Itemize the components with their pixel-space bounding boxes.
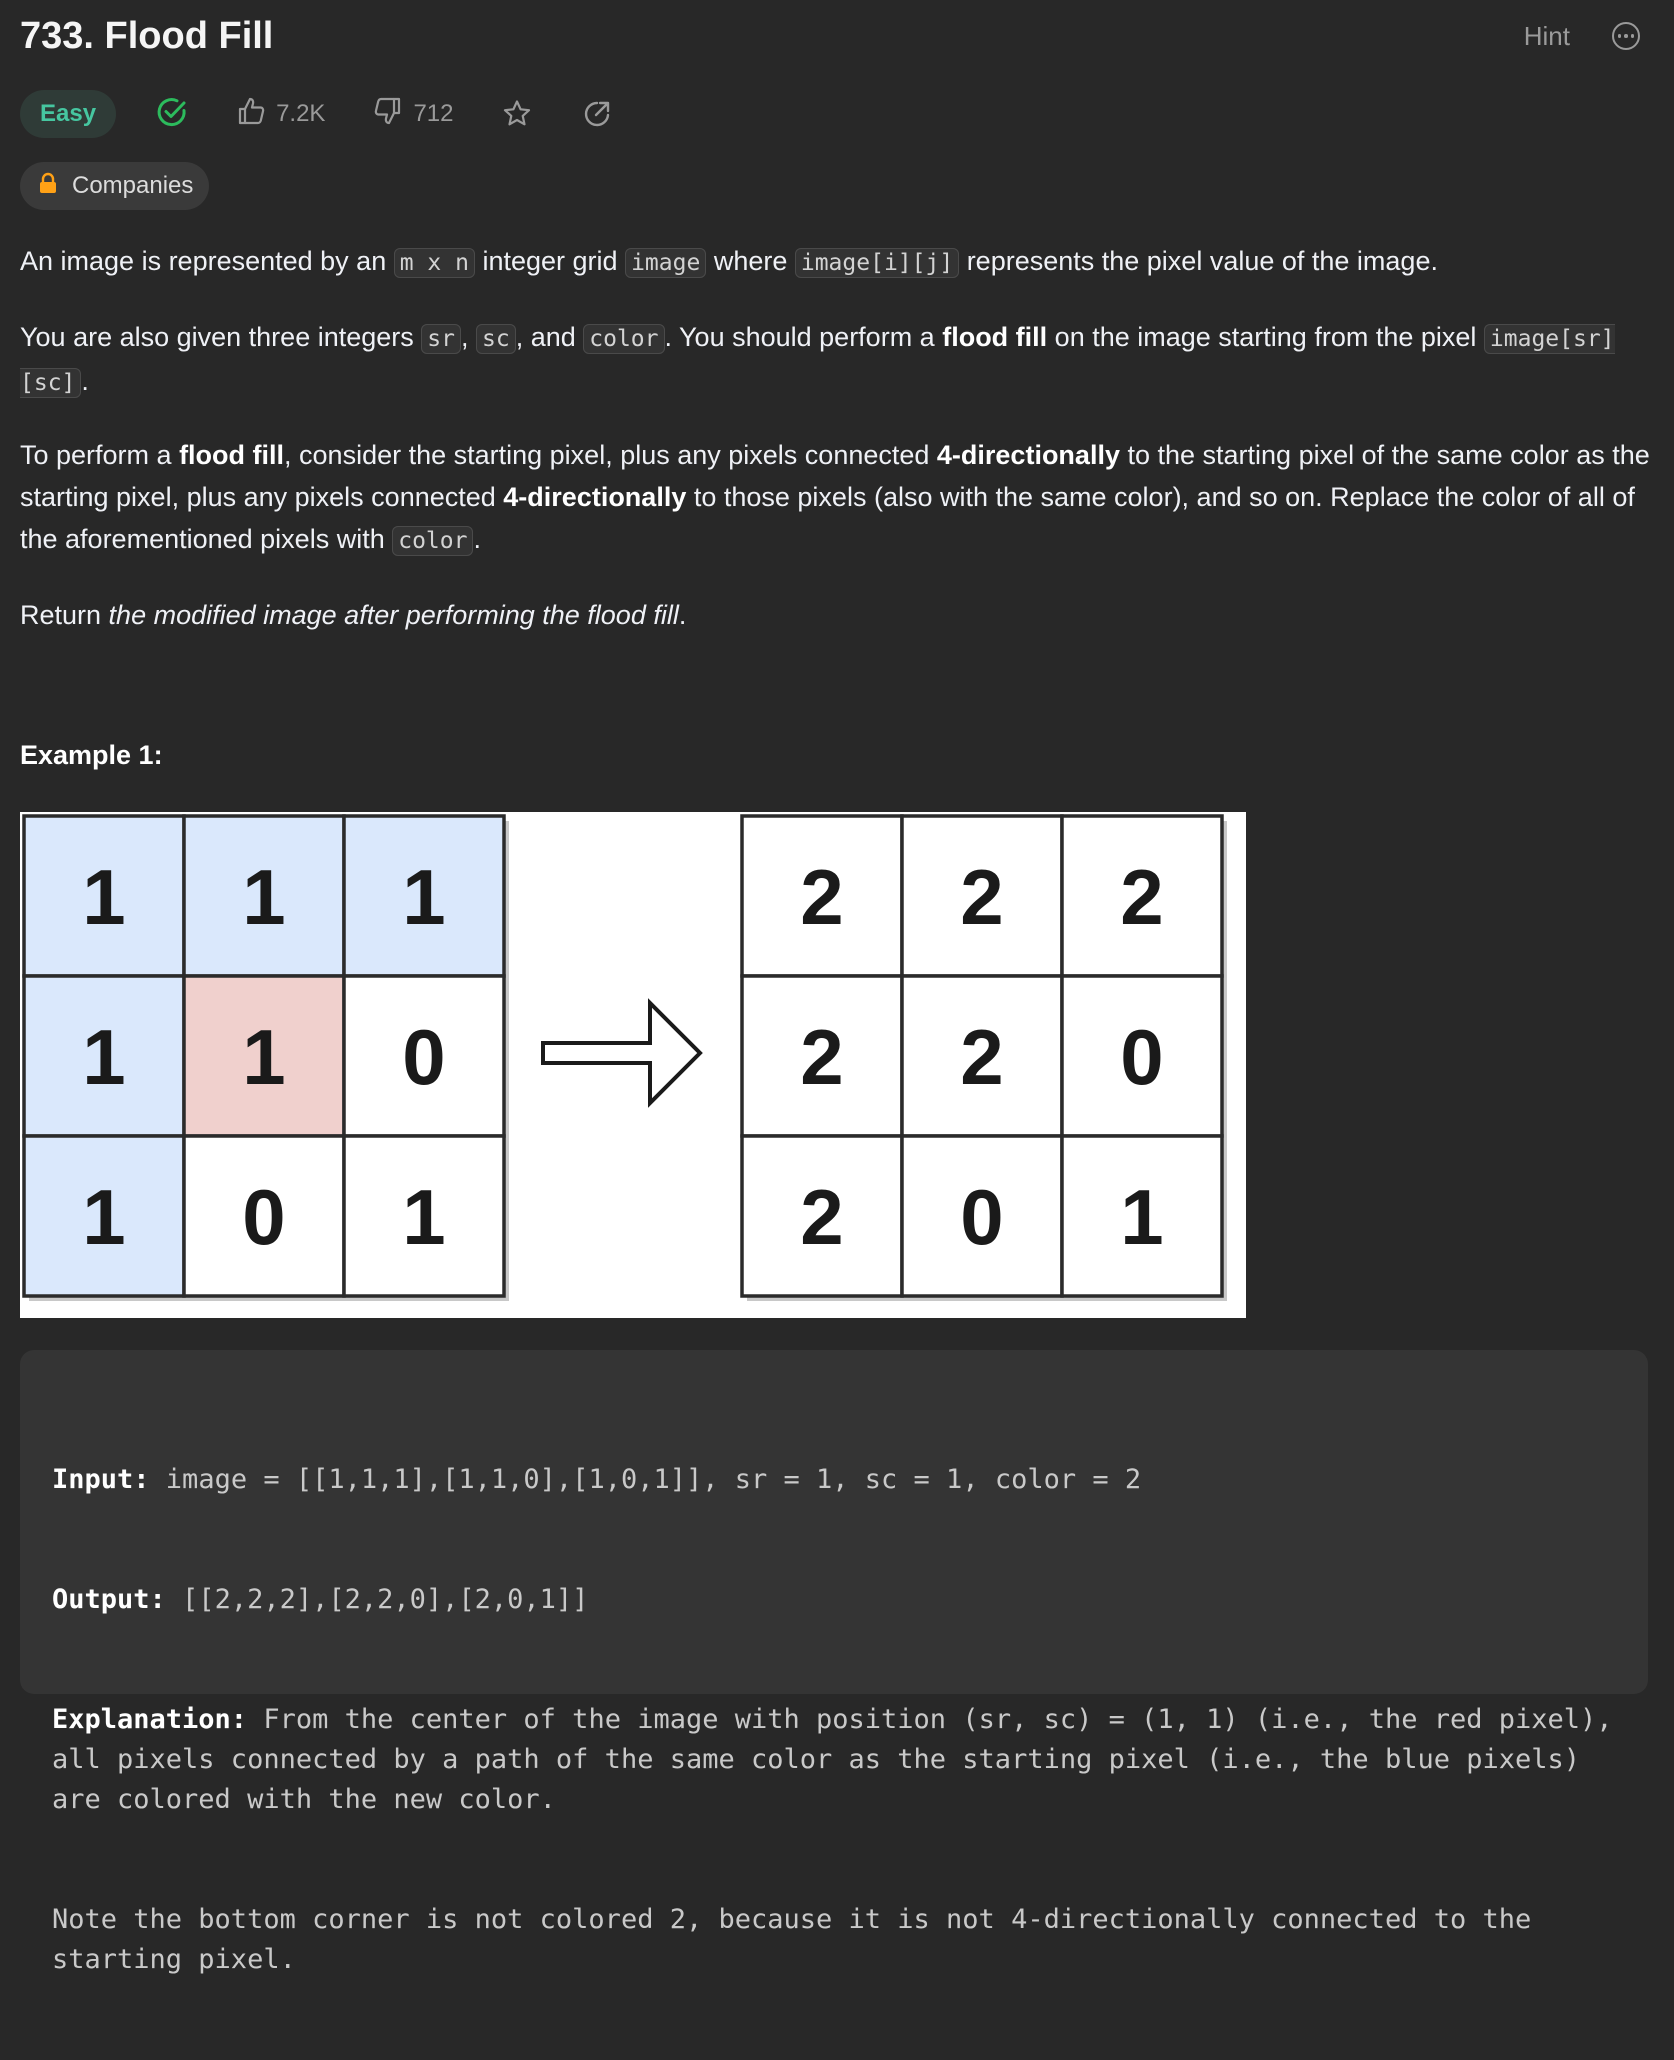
after-grid: [742, 816, 1227, 1301]
flood-fill-diagram: [20, 812, 1246, 1318]
hint-button[interactable]: Hint: [1523, 20, 1570, 51]
grid-cell-value: 0: [1120, 1013, 1164, 1101]
companies-tag[interactable]: [20, 162, 209, 210]
dislike-button[interactable]: [373, 96, 453, 133]
grid-cell-value: 1: [402, 853, 446, 941]
like-button[interactable]: [236, 96, 325, 133]
before-grid: [24, 816, 509, 1301]
example-title: Example 1:: [20, 740, 163, 770]
grid-cell-value: 1: [242, 1013, 286, 1101]
problem-title: 733. Flood Fill: [20, 14, 274, 57]
description-paragraph: Return the modified image after performing the flood fill.: [20, 600, 687, 630]
thumbs-down-icon: [373, 96, 403, 133]
example-input: Input: image = [[1,1,1],[1,1,0],[1,0,1]], sr = 1, sc = 1, color = 2: [52, 1464, 1142, 1495]
problem-description: [20, 240, 1660, 668]
grid-cell-value: 2: [800, 1173, 844, 1261]
example-figure: [20, 812, 1246, 1318]
more-options-icon[interactable]: [1612, 22, 1640, 50]
difficulty-badge: Easy: [20, 90, 116, 138]
title-row: [20, 8, 1640, 64]
example-explanation: Explanation: From the center of the image with position (sr, sc) = (1, 1) (i.e., the red pixel), all pixels connected by a path of the same color as the starting pixel (i.e., the blue pixels) are colored with the new color.: [52, 1704, 1629, 1815]
right-arrow-icon: [543, 1003, 700, 1103]
example-note: Note the bottom corner is not colored 2, because it is not 4-directionally connected to the starting pixel.: [52, 1904, 1548, 1975]
description-paragraph: To perform a flood fill, consider the starting pixel, plus any pixels connected 4-directionally to the starting pixel of the same color as the starting pixel, plus any pixels connected 4-directionally to those pixels (also with the same color), and so on. Replace the color of all of the aforementioned pixels with color .: [20, 440, 1650, 554]
grid-cell-value: 0: [960, 1173, 1004, 1261]
thumbs-up-icon: [236, 96, 266, 133]
grid-cell-value: 2: [960, 1013, 1004, 1101]
grid-cell-value: 1: [402, 1173, 446, 1261]
grid-cell-value: 0: [242, 1173, 286, 1261]
example-io-box: [20, 1350, 1648, 1975]
grid-cell-value: 1: [82, 1013, 126, 1101]
grid-cell-value: 1: [82, 1173, 126, 1261]
grid-cell-value: 2: [1120, 853, 1164, 941]
dislike-count: 712: [413, 100, 454, 127]
grid-cell-value: 2: [800, 853, 844, 941]
solved-check-icon: [156, 96, 188, 133]
grid-cell-value: 2: [960, 853, 1004, 941]
star-icon[interactable]: [501, 98, 533, 130]
example-output: Output: [[2,2,2],[2,2,0],[2,0,1]]: [52, 1584, 589, 1615]
share-icon[interactable]: [581, 98, 613, 130]
grid-cell-value: 1: [1120, 1173, 1164, 1261]
description-paragraph: You are also given three integers sr , sc , and color . You should perform a flood fill on the image starting from the pixel image[sr][sc] .: [20, 322, 1615, 396]
grid-cell-value: 1: [242, 853, 286, 941]
lock-icon: [38, 172, 58, 201]
description-paragraph: An image is represented by an m x n integer grid image where image[i][j] represents the pixel value of the image.: [20, 246, 1438, 276]
grid-cell-value: 0: [402, 1013, 446, 1101]
grid-cell-value: 1: [82, 853, 126, 941]
like-count: 7.2K: [276, 100, 326, 127]
problem-meta-row: [20, 90, 613, 138]
grid-cell-value: 2: [800, 1013, 844, 1101]
companies-label: Companies: [72, 172, 194, 199]
